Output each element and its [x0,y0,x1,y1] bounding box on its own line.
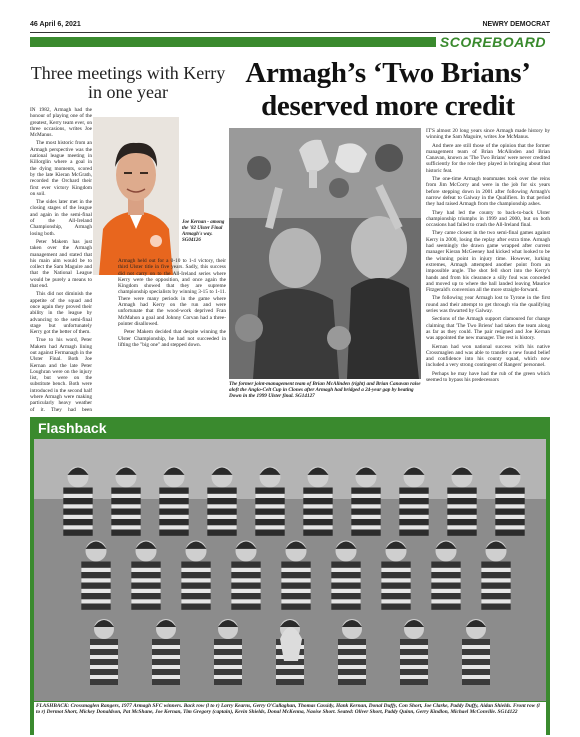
player-figure [447,467,476,536]
paragraph: Kernan had won national success with his native Crossmaglen and was able to transfer a new found belief and confidence into his county squad, which now included a very strong contingent of Rangers' personnel. [426,343,550,369]
paragraph: Armagh held out for a 0-10 to 1-4 victory, their third Ulster title in five years. Sadly, this success did not carry on to the All-Ireland series where Kerry were the opposition, and once again the Kingdom showed that they are supreme championship specialists by winning 3-15 to 1-11. There were many periods in the game where Armagh had Kerry on the run and were unfortunate that the wood-work deprived Fran McMahon a goal and Johnny Corvan had a three-pointer disallowed. [118,258,226,327]
player-figure [331,541,360,610]
paper-name: NEWRY DEMOCRAT [482,21,550,28]
player-figure [481,541,510,610]
portrait-photo [93,117,179,275]
player-figure [159,467,188,536]
flashback-title: Flashback [38,420,107,436]
left-story-col2 [118,258,226,413]
player-figure [351,467,380,536]
paragraph: True to his word, Peter Makem had Armagh lining out against Fermanagh in the Ulster Final. Both Joe Kernan and the late Peter Loughran were on the injury list, but were on the substitute bench. Both were introduced in the second half where Armagh were making particularly heavy weather of it. They had been [30,337,92,413]
paragraph: Peter Makem has just taken over the Armagh management and stated that his main aim would be to collect the Sam Maguire and that the National League would be purely a means to that end. [30,238,92,290]
portrait-caption: Joe Kernan - among the '82 Ulster Final Armagh's way. SG04126 [182,220,225,243]
player-figure [63,467,92,536]
paragraph: They came closest in the two semi-final games against Kerry in 2000, losing the replay after extra time. Armagh had seemingly the drawn game wrapped after current manager Kieran McGeeney had kicked what looked to be the winning point in injury time. However, lurking extremes, Armagh attempted another point from an impossible angle. The shot fell short into the Kerry's hands and from his clearance a silly foul was conceded and moved up to where the ball landed leaving Maurice Fitzgerald's conversion all the more straight-forward. [426,230,550,294]
celebration-photo [229,128,421,379]
team-illustration [34,439,546,701]
team-photo [34,439,546,701]
celebration-caption: The former joint-management team of Brian McAlinden (right) and Brian Canavan raise aloft the Anglo-Celt Cup in Clones after Armagh had bridged a 24-year gap by beating Down in the 1999 Ulster final. SG14127 [229,381,421,399]
left-headline: Three meetings with Kerry in one year [30,63,226,102]
player-figure [207,467,236,536]
paragraph: Perhaps he may have had the rub of the green which seemed to bypass his predecessors [426,370,550,383]
folio: 46 April 6, 2021 [30,21,81,28]
player-figure [281,541,310,610]
player-figure [462,619,490,685]
player-figure [231,541,260,610]
celebration-illustration [229,128,421,379]
paragraph: And there are still those of the opinion that the former management team of Brian McAlinden and Brian Canavan, known as 'The Two Brians' were never credited sufficiently for the role they played in bringing about that historic feat. [426,142,550,174]
player-figure [255,467,284,536]
paragraph: IT'S almost 20 long years since Armagh made history by winning the Sam Maguire, writes Joe McManus. [426,128,550,141]
left-story-col1 [30,107,92,413]
player-figure [214,619,242,685]
paragraph: This did not diminish the appetite of the squad and once again they proved their ability in the league by advancing to the semi-final stage but unfortunately Kerry got the better of them. [30,291,92,336]
flashback-caption: FLASHBACK: Crossmaglen Rangers, 1977 Armagh SFC winners. Back row (l to r) Larry Kearns, Gerry O'Callaghan, Thomas Cassidy, Hank Kernan, Donal Duffy, Con Short, Joe Clarke, Paddy Duffy, Aidan Shields. Front row (l to r) Dermot Short, Mickey Donaldson, Pat McShane, Joe Kernan, Tim Gregory (captain), Kevin Shields, Donal McKenna, Naoise Short. Seated: Oliver Short, Paddy Quinn, Gerry Kindlon, Michael McConville. SG14122 [34,702,546,736]
section-label: SCOREBOARD [436,34,550,50]
player-figure [400,619,428,685]
player-figure [90,619,118,685]
paragraph: They had led the county to back-to-back Ulster championship triumphs in 1999 and 2000, but on both occasions had failed to crash the All-Ireland final. [426,209,550,229]
player-figure [431,541,460,610]
player-figure [81,541,110,610]
player-figure [381,541,410,610]
player-figure [338,619,366,685]
paragraph: The sides later met in the closing stages of the league and again in the semi-final of the All-Ireland Championship, Armagh losing both. [30,199,92,237]
player-figure [181,541,210,610]
player-figure [495,467,524,536]
main-story-body [426,128,550,413]
paragraph: The most historic from an Armagh perspective was the national league meeting in Killorglin where a goal in the dying moments, scored by the late Kieran McGrath, recorded the Orchard their first ever victory Kingdom on soil. [30,140,92,197]
portrait-illustration [93,117,179,275]
folio-rule [30,32,550,33]
player-figure [399,467,428,536]
paragraph: IN 1982, Armagh had the honour of playing one of the greatest, Kerry team ever, on three occasions, writes Joe McManus. [30,107,92,139]
paragraph: The following year Armagh lost to Tyrone in the first round and their attempt to get through via the qualifying series was thwarted by Galway. [426,295,550,315]
paragraph: The one-time Armagh teammates took over the reins from Jim McCorry and were in the job for six years before stepping down in 2001 after following Armagh's narrow defeat to Galway in the Qualifiers. In that period they had raised Armagh from the championship ashes. [426,176,550,208]
main-headline: Armagh’s ‘Two Brians’ deserved more credit [245,57,531,122]
paragraph: Peter Makem decided that despite winning the Ulster Championship, he had not succeeded in lifting the "big one" and stepped down. [118,329,226,348]
player-figure [152,619,180,685]
player-figure [303,467,332,536]
player-figure [111,467,140,536]
player-figure [131,541,160,610]
paragraph: Sections of the Armagh support clamoured for change claiming that 'The Two Briens' had taken the team along as far as they could. The pair resigned and Joe Kernan was appointed the new manager. The rest is history. [426,316,550,342]
